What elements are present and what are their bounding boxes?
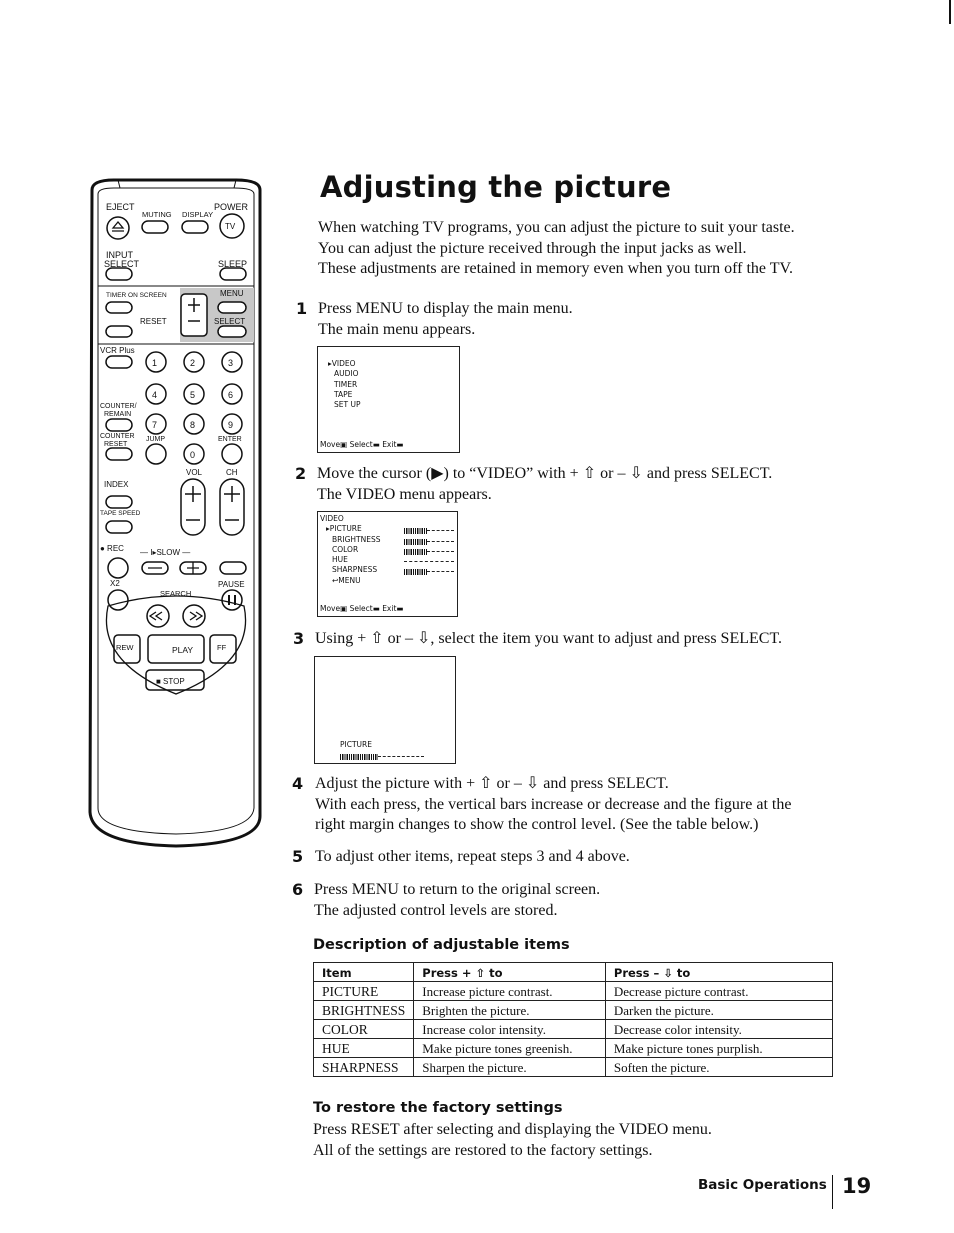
step-line: Press MENU to return to the original screen. bbox=[314, 881, 601, 898]
table-header: Press + ⇧ to bbox=[414, 963, 606, 982]
table-cell: Make picture tones greenish. bbox=[414, 1039, 606, 1058]
tape-speed-button[interactable] bbox=[106, 521, 132, 533]
ch-label: CH bbox=[226, 468, 238, 477]
power-label: POWER bbox=[214, 202, 249, 212]
eject-label: EJECT bbox=[106, 202, 135, 212]
video-menu-item bbox=[320, 535, 457, 545]
level-bar-fill bbox=[404, 528, 427, 534]
table-cell: HUE bbox=[314, 1039, 414, 1058]
page-number: 19 bbox=[842, 1174, 872, 1198]
digit-0[interactable]: 0 bbox=[190, 450, 196, 460]
video-menu-item-label: ↩MENU bbox=[332, 575, 361, 585]
step-line: Press MENU to display the main menu. bbox=[318, 300, 573, 317]
ff-label: FF bbox=[217, 643, 227, 652]
digit-1[interactable]: 1 bbox=[152, 358, 158, 368]
digit-6[interactable]: 6 bbox=[228, 390, 234, 400]
input-select-button[interactable] bbox=[106, 268, 132, 280]
picture-level-bar bbox=[340, 750, 424, 760]
table-cell: COLOR bbox=[314, 1020, 414, 1039]
counter-reset-label-1: COUNTER bbox=[100, 433, 135, 440]
vcr-plus-label: VCR Plus bbox=[100, 346, 135, 355]
intro-paragraph bbox=[318, 218, 795, 280]
vcr-plus-button[interactable] bbox=[106, 356, 132, 368]
menu-label: MENU bbox=[220, 289, 244, 298]
menu-item-timer: TIMER bbox=[334, 379, 358, 389]
digit-8[interactable]: 8 bbox=[190, 420, 196, 430]
counter-reset-label-2: RESET bbox=[104, 441, 128, 448]
step-5 bbox=[315, 847, 630, 868]
level-bar-rest bbox=[427, 551, 455, 553]
step-number: 2 bbox=[295, 464, 307, 483]
counter-remain-button[interactable] bbox=[106, 419, 132, 431]
table-header: Item bbox=[314, 963, 414, 982]
digit-3[interactable]: 3 bbox=[228, 358, 234, 368]
level-bar-fill bbox=[404, 539, 427, 545]
level-bar-rest bbox=[378, 756, 424, 758]
display-button[interactable] bbox=[182, 221, 208, 233]
video-menu-item-label: COLOR bbox=[332, 544, 359, 554]
video-menu-screen bbox=[317, 511, 458, 617]
footer-section-label: Basic Operations bbox=[698, 1177, 827, 1193]
input-select-label: SELECT bbox=[104, 259, 140, 269]
slow-label: — I▸SLOW — bbox=[140, 548, 191, 557]
enter-label: ENTER bbox=[218, 436, 242, 443]
table-cell: Brighten the picture. bbox=[414, 1001, 606, 1020]
reset-button[interactable] bbox=[106, 326, 132, 337]
table-cell: Decrease picture contrast. bbox=[605, 982, 832, 1001]
digit-5[interactable]: 5 bbox=[190, 390, 196, 400]
sleep-label: SLEEP bbox=[218, 259, 248, 269]
intro-line: You can adjust the picture received through the input jacks as well. bbox=[318, 239, 747, 257]
level-bar-track bbox=[340, 752, 424, 758]
jump-label: JUMP bbox=[146, 436, 166, 443]
menu-item-tape: TAPE bbox=[334, 389, 353, 399]
step-3 bbox=[315, 629, 782, 650]
table-row bbox=[314, 1001, 833, 1020]
table-header-row bbox=[314, 963, 833, 982]
picture-label: PICTURE bbox=[340, 740, 372, 749]
pause-button[interactable] bbox=[222, 590, 242, 610]
level-bar-track bbox=[404, 557, 454, 563]
counter-reset-button[interactable] bbox=[106, 448, 132, 460]
muting-button[interactable] bbox=[142, 221, 168, 233]
x2-label: X2 bbox=[110, 579, 120, 588]
video-menu-item bbox=[320, 545, 457, 555]
muting-label: MUTING bbox=[142, 210, 172, 219]
counter-remain-label-1: COUNTER/ bbox=[100, 403, 137, 410]
select-label: SELECT bbox=[214, 317, 246, 326]
step-number: 1 bbox=[296, 299, 308, 318]
step-2 bbox=[317, 464, 772, 505]
menu-item-video: ▸VIDEO bbox=[328, 359, 356, 368]
menu-item-audio: AUDIO bbox=[334, 369, 359, 379]
rec-button[interactable] bbox=[108, 558, 128, 578]
pause-label: PAUSE bbox=[218, 580, 245, 589]
step-1 bbox=[318, 299, 573, 340]
step-line: With each press, the vertical bars increase or decrease and the figure at the bbox=[315, 795, 792, 813]
table-cell: PICTURE bbox=[314, 982, 414, 1001]
restore-line: Press RESET after selecting and displaying the VIDEO menu. bbox=[313, 1121, 712, 1138]
video-menu-footer: Move▣ Select▬ Exit▬ bbox=[320, 603, 404, 613]
tv-label: TV bbox=[225, 222, 236, 231]
table-cell: Make picture tones purplish. bbox=[605, 1039, 832, 1058]
level-bar-rest bbox=[427, 530, 455, 532]
restore-line: All of the settings are restored to the factory settings. bbox=[313, 1141, 653, 1159]
restore-paragraph bbox=[313, 1120, 712, 1161]
video-menu-item-label: ▸PICTURE bbox=[326, 524, 362, 534]
vol-label: VOL bbox=[186, 468, 203, 477]
level-bar-track bbox=[404, 537, 454, 543]
digit-2[interactable]: 2 bbox=[190, 358, 196, 368]
step-number: 5 bbox=[292, 847, 304, 866]
x2-button[interactable] bbox=[108, 590, 128, 610]
menu-button[interactable] bbox=[218, 302, 246, 313]
input-label: INPUT bbox=[106, 250, 133, 260]
step-number: 6 bbox=[292, 880, 304, 899]
table-cell: BRIGHTNESS bbox=[314, 1001, 414, 1020]
step-number: 4 bbox=[292, 774, 304, 793]
step-line: The main menu appears. bbox=[318, 320, 476, 338]
video-menu-item bbox=[320, 524, 457, 534]
step-line: The adjusted control levels are stored. bbox=[314, 901, 558, 919]
table-cell: Sharpen the picture. bbox=[414, 1058, 606, 1077]
index-label: INDEX bbox=[104, 480, 129, 489]
video-menu-item bbox=[320, 576, 457, 586]
table-cell: Soften the picture. bbox=[605, 1058, 832, 1077]
step-number: 3 bbox=[293, 629, 305, 648]
section-heading: Description of adjustable items bbox=[313, 937, 570, 953]
section-heading: To restore the factory settings bbox=[313, 1100, 563, 1116]
level-bar-rest bbox=[427, 541, 455, 543]
level-bar-track bbox=[404, 526, 454, 532]
reset-label: RESET bbox=[140, 317, 167, 326]
video-menu-item bbox=[320, 565, 457, 575]
enter-button[interactable] bbox=[222, 444, 242, 464]
picture-adjust-screen bbox=[314, 656, 456, 764]
level-bar-rest bbox=[404, 561, 454, 563]
level-bar-fill bbox=[404, 549, 427, 555]
step-6 bbox=[314, 880, 600, 921]
table-cell: Increase color intensity. bbox=[414, 1020, 606, 1039]
video-menu-item bbox=[320, 555, 457, 565]
tape-speed-label: TAPE SPEED bbox=[100, 510, 141, 517]
digit-4[interactable]: 4 bbox=[152, 390, 158, 400]
jump-button[interactable] bbox=[146, 444, 166, 464]
main-menu-screen bbox=[317, 346, 460, 453]
video-menu-item-label: SHARPNESS bbox=[332, 565, 378, 575]
step-line: To adjust other items, repeat steps 3 and 4 above. bbox=[315, 848, 630, 865]
step-4 bbox=[315, 774, 791, 836]
video-menu-item-label: BRIGHTNESS bbox=[332, 534, 381, 544]
table-row bbox=[314, 1058, 833, 1077]
search-label: SEARCH bbox=[160, 589, 192, 598]
page-edge-mark bbox=[949, 0, 951, 24]
level-bar-track bbox=[404, 547, 454, 553]
timer-on-screen-button[interactable] bbox=[106, 302, 132, 313]
intro-line: When watching TV programs, you can adjust the picture to suit your taste. bbox=[318, 219, 795, 236]
step-line: Move the cursor (▶) to “VIDEO” with + ⇧ or – ⇩ and press SELECT. bbox=[317, 465, 773, 482]
level-bar-fill bbox=[404, 569, 427, 575]
table-row bbox=[314, 982, 833, 1001]
display-label: DISPLAY bbox=[182, 210, 214, 219]
video-menu-header: VIDEO bbox=[320, 514, 344, 523]
digit-7[interactable]: 7 bbox=[152, 420, 158, 430]
level-bar-fill bbox=[340, 754, 378, 760]
stop-label: ■ STOP bbox=[156, 677, 185, 686]
page-title: Adjusting the picture bbox=[320, 170, 672, 204]
intro-line: These adjustments are retained in memory even when you turn off the TV. bbox=[318, 260, 793, 277]
footer-divider bbox=[832, 1175, 833, 1209]
step-line: Adjust the picture with + ⇧ or – ⇩ and press SELECT. bbox=[315, 775, 669, 792]
menu-item-setup: SET UP bbox=[334, 400, 361, 410]
table-row bbox=[314, 1020, 833, 1039]
rec-label: ● REC bbox=[100, 544, 124, 553]
table-cell: Increase picture contrast. bbox=[414, 982, 606, 1001]
table-cell: Darken the picture. bbox=[605, 1001, 832, 1020]
rew-label: REW bbox=[116, 643, 134, 652]
timer-on-screen-label: TIMER ON SCREEN bbox=[106, 292, 167, 299]
step-line: Using + ⇧ or – ⇩, select the item you want to adjust and press SELECT. bbox=[315, 630, 783, 647]
table-row bbox=[314, 1039, 833, 1058]
table-header: Press – ⇩ to bbox=[605, 963, 832, 982]
frame-advance-button[interactable] bbox=[220, 562, 246, 574]
select-button[interactable] bbox=[218, 326, 246, 337]
digit-9[interactable]: 9 bbox=[228, 420, 234, 430]
level-bar-track bbox=[404, 567, 454, 573]
index-button[interactable] bbox=[106, 496, 132, 508]
video-menu-item-label: HUE bbox=[332, 555, 348, 565]
step-line: right margin changes to show the control level. (See the table below.) bbox=[315, 816, 759, 833]
counter-remain-label-2: REMAIN bbox=[104, 411, 132, 418]
sleep-button[interactable] bbox=[220, 268, 246, 280]
menu-footer: Move▣ Select▬ Exit▬ bbox=[320, 439, 404, 449]
step-line: The VIDEO menu appears. bbox=[317, 485, 492, 503]
remote-control-illustration bbox=[84, 176, 266, 852]
table-cell: SHARPNESS bbox=[314, 1058, 414, 1077]
level-bar-rest bbox=[427, 571, 455, 573]
play-label: PLAY bbox=[172, 645, 194, 655]
adjustable-items-table bbox=[313, 962, 833, 1077]
table-cell: Decrease color intensity. bbox=[605, 1020, 832, 1039]
